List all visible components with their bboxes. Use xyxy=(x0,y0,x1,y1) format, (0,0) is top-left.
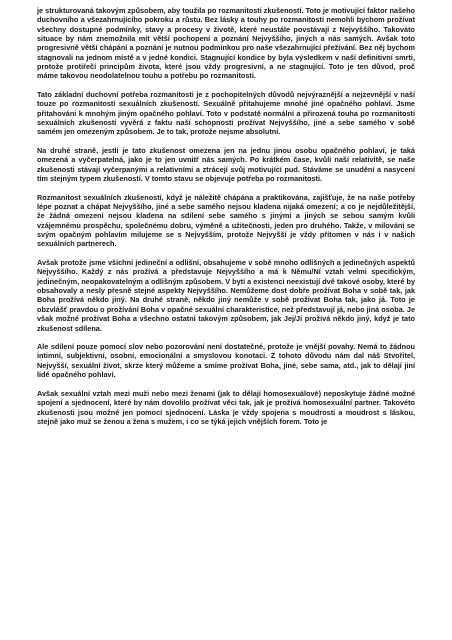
paragraph-6: Ale sdílení pouze pomocí slov nebo pozorování není dostatečné, protože je vnější povahy. Nemá to žádnou intimní, subjektivní, osobní, emocionální a smyslovou konotaci. Z tohoto důvodu nám dal náš Stvořitel, Nejvyšší, sexuální život, skrze který můžeme a smíme prožívat Boha, jiné, sebe sama, atd., jak to dělají jiní lidé opačného pohlaví. xyxy=(37,342,415,380)
paragraph-5: Avšak protože jsme všichni jedineční a odlišní, obsahujeme v sobě mnoho odlišných a jedinečných aspektů Nejvyššího. Každý z nás prožívá a představuje Nejvyššího a má k Němu/Ní vztah velmi specifickým, jedinečným, neopakovatelným a odlišným způsobem. V bytí a existenci neexistují dvě takové osoby, které by obsahovaly a nesly přesně stejné aspekty Nejvyššího. Nemůžeme dost dobře prožívat Boha v sobě tak, jak Boha prožívá někdo jiný. Na druhé straně, někdo jiný nemůže v sobě prožívat Boha tak, jako já. Toto je obzvlášť pravdou o prožívání Boha v opačné sexuální charakteristice, než představují já, nebo jiná osoba. Je však možné prožívat Boha a všechno ostatní takovým způsobem, jak Jej/Ji prožívá někdo jiný, když je tato zkušenost sdílena. xyxy=(37,258,415,333)
paragraph-4: Rozmanitost sexuálních zkušeností, když je náležitě chápána a praktikována, zajišťuje, že na naše potřeby lépe poznat a chápat Nejvyššího, jiné a sebe samého nejsou kladena nijaká omezení; a co je nejdůležitější, že žádná omezení nejsou kladena na sdílení sebe samého s jinými a jiných se sebou samým kvůli vzájemnému prospěchu, společnému dobru, výměně a užitečnosti, jeden pro druhého. Takže, v milování se svým opačným pohlavím milujeme se s Nejvyšším, protože Nejvyšší je vždy přítomen v nás i v našich sexuálních partnerech. xyxy=(37,192,415,249)
paragraph-1: je strukturovaná takovým způsobem, aby toužila po rozmanitosti zkušeností. Toto je motivující faktor našeho duchovního a všezahrnujícího pokroku a růstu. Bez lásky a touhy po rozmanitosti nemohli bychom prožívat všechny dostupné podmínky, stavy a procesy v životě, které neustále povstávají z Nejvyššího. Takováto situace by nám znemožnila mít větší pochopení a poznání Nejvyššího, jiných a nás samých. Avšak toto progresivně větší chápání a poznání je nutnou podmínkou pro naše všezahrnující přežívání. Bez něj bychom stagnovali na jednom místě a v jedné kondici. Stagnující kondice by byla výsledkem v naší definitivní smrti, protože protiřečí principům života, které jsou vždy progresivní, a ne stagnující. Toto je ten důvod, proč máme takovou neodolatelnou touhu a potřebu po rozmanitosti. xyxy=(37,6,415,81)
paragraph-3: Na druhé straně, jestli je tato zkušenost omezena jen na jednu jinou osobu opačného pohlaví, je taká omezená a vyčerpatelná, jako je to jen uvnitř nás samých. Po krátkém čase, kvůli naší relativitě, se naše zkušenosti stávají vyčerpanými a relativními a ztrácejí svůj motivující pud. Stáváme se unudění a nasycení tím stejným typem zkušeností. V tomto stavu se objevuje potřeba po rozmanitosti. xyxy=(37,146,415,184)
paragraph-7: Avšak sexuální vztah mezi muži nebo mezi ženami (jak to dělají homosexuálové) neposkytuje žádné možné spojení a sjednocení, které by nám dovolilo prožívat věci tak, jak je prožívá homosexuální partner. Takovéto zkušenosti jsou možné jen pomocí sjednocení. Láska je vždy spojena s moudrostí a moudrost s láskou, stejně jako muž se ženou a žena s mužem, i co se týká jejich vnějších forem. Toto je xyxy=(37,388,415,426)
paragraph-2: Tato základní duchovní potřeba rozmanitosti je z pochopitelných důvodů nejvýraznější a nejzevnější v naší touze po rozmanitosti sexuálních zkušeností. Sexuálně přitahujeme mnohé jiné opačného pohlaví. Jsme přitahováni k mnohým jiným opačného pohlaví. Toto v podstatě normální a přirozená touha po rozmanitosti sexuálních zkušeností vyvěrá z faktu naší schopnosti prožívat Nejvyššího, jiné a sebe samého v sobě samém jen omezeným způsobem. Je to tak, protože nejsme absolutní. xyxy=(37,90,415,137)
